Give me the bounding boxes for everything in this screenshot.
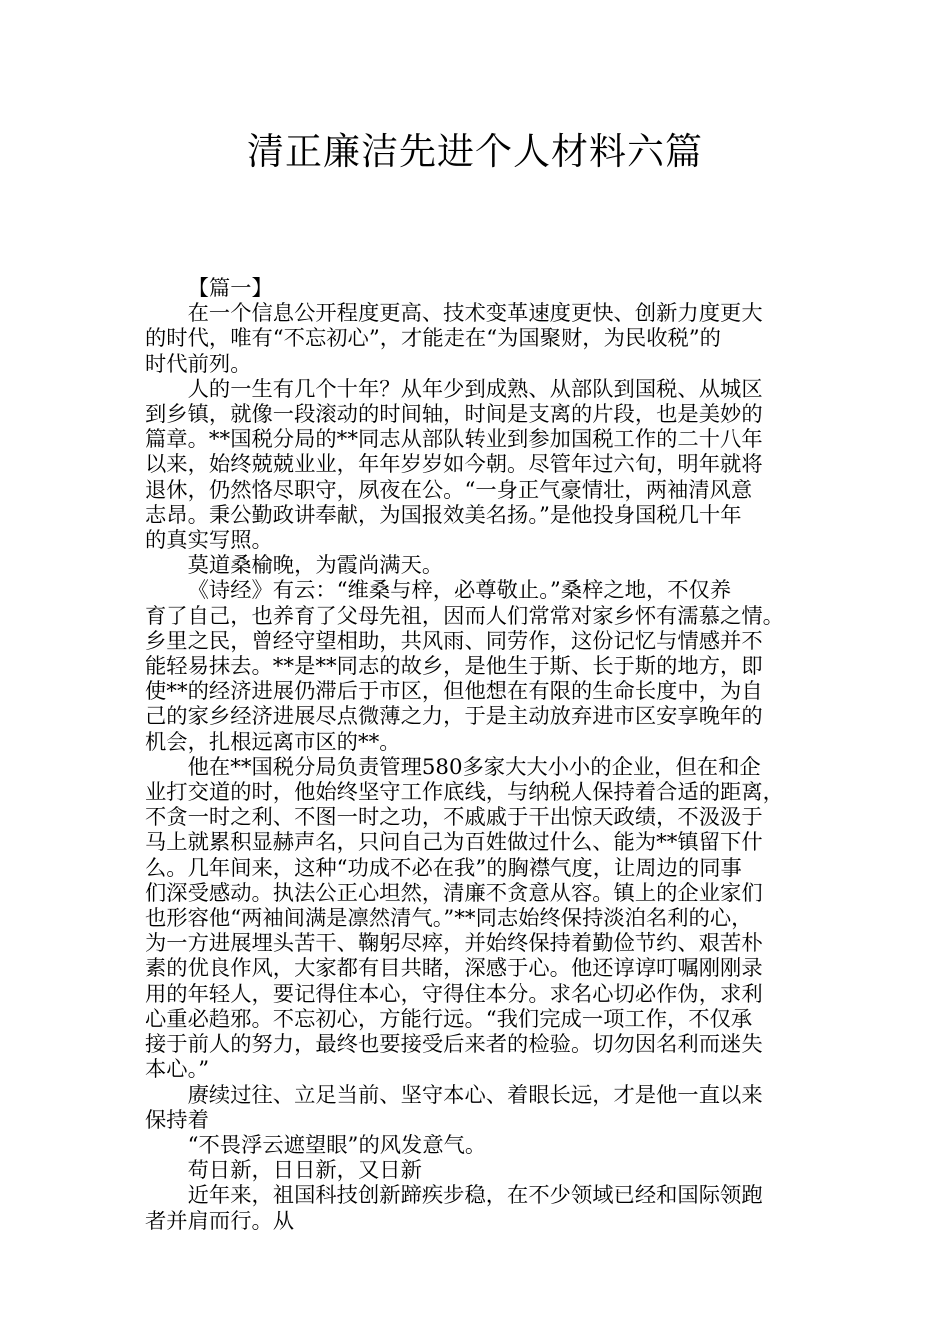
paragraph: “不畏浮云遮望眼”的风发意气。 [187, 1132, 487, 1158]
paragraph: 赓续过往、立足当前、坚守本心、着眼长远，才是他一直以来 保持着 [145, 1082, 763, 1133]
paragraph: 莫道桑榆晚，为霞尚满天。 [187, 553, 444, 579]
paragraph: 他在**国税分局负责管理580多家大大小小的企业，但在和企 业打交道的时，他始终坚守工作底线，与纳税人保持着合适的距离， 不贪一时之利、不图一时之功，不戚戚于干出惊天政绩，不汲汲于 马上就累积显赫声名，只问自己为百姓做过什么、能为**镇留下什 么。几年间来，这种“功成不必在我”的胸襟气度，让周边的同事 们深受感动。执法公正心坦然，清廉不贪意从容。镇上的企业家们 也形容他“两袖间满是凛然清气。”**同志始终保持淡泊名利的心， 为一方进展埋头苦干、鞠躬尽瘁，并始终保持着勤俭节约、艰苦朴 素的优良作风，大家都有目共睹，深感于心。他还谆谆叮嘱刚刚录 用的年轻人，要记得住本心，守得住本分。求名心切必作伪，求利 心重必趋邪。不忘初心，方能行远。“我们完成一项工作，不仅承 接于前人的努力，最终也要接受后来者的检验。切勿因名利而迷失 本心。” [145, 754, 784, 1083]
paragraph: 人的一生有几个十年？从年少到成熟、从部队到国税、从城区 到乡镇，就像一段滚动的时间轴，时间是支离的片段，也是美妙的 篇章。**国税分局的**同志从部队转业到参加国税工作的二十八年 以来，始终兢兢业业，年年岁岁如今朝。尽管年过六旬，明年就将 退休，仍然恪尽职守，夙夜在公。“一身正气豪情壮，两袖清风意 志昂。秉公勤政讲奉献，为国报效美名扬。”是他投身国税几十年 的真实写照。 [145, 376, 763, 554]
paragraph: 苟日新，日日新，又日新 [187, 1158, 422, 1184]
paragraph: 近年来，祖国科技创新蹄疾步稳，在不少领域已经和国际领跑 者并肩而行。从 [145, 1183, 763, 1234]
paragraph: 《诗经》有云：“维桑与梓，必尊敬止。”桑梓之地，不仅养 育了自己，也养育了父母先祖，因而人们常常对家乡怀有濡慕之情。 乡里之民，曾经守望相助，共风雨、同劳作，这份记忆与情感并不 能轻易抹去。**是**同志的故乡，是他生于斯、长于斯的地方，即 使**的经济进展仍滞后于市区，但他想在有限的生命长度中，为自 己的家乡经济进展尽点微薄之力，于是主动放弃进市区安享晚年的 机会，扎根远离市区的**。 [145, 578, 784, 755]
paragraph: 在一个信息公开程度更高、技术变革速度更快、创新力度更大 的时代，唯有“不忘初心”，才能走在“为国聚财，为民收税”的 时代前列。 [145, 301, 763, 377]
document-body [145, 276, 825, 1234]
document-title: 清正廉洁先进个人材料六篇 [247, 130, 703, 173]
section-heading: 【篇一】 [187, 276, 273, 301]
